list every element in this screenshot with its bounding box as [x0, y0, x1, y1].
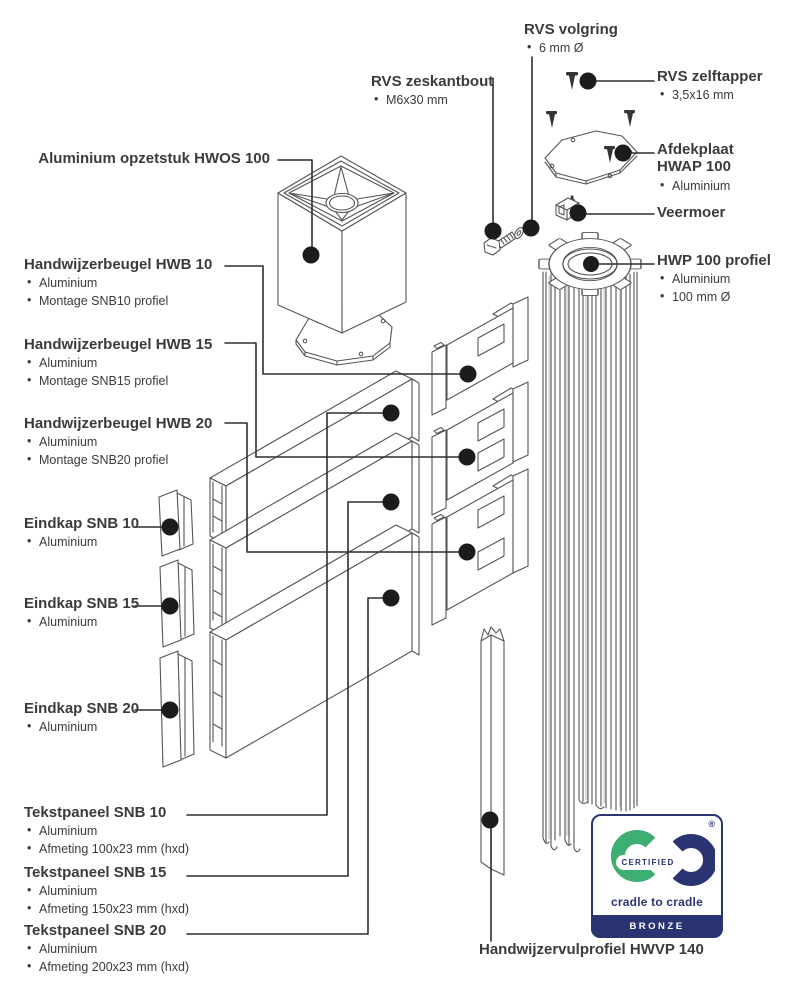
label-afdekplaat: [657, 141, 734, 194]
vulprofiel-drawing: [481, 627, 504, 875]
label-opzetstuk: [24, 150, 270, 167]
part-spec: • Aluminium: [24, 356, 212, 371]
part-title: Handwijzerbeugel HWB 15: [24, 336, 213, 353]
part-title: Tekstpaneel SNB 20: [24, 922, 167, 939]
part-title: HWP 100 profiel: [657, 252, 771, 269]
label-eindkap20: [24, 700, 139, 735]
badge-level-text: BRONZE: [591, 915, 723, 938]
part-title-line2: HWAP 100: [657, 158, 731, 176]
badge-certified-text: CERTIFIED: [616, 855, 680, 870]
part-title: Eindkap SNB 15: [24, 595, 140, 612]
cradle-to-cradle-badge: [591, 814, 723, 938]
part-spec: • Aluminium: [24, 942, 189, 957]
label-hwb15: [24, 336, 212, 389]
part-title: Eindkap SNB 20: [24, 700, 140, 717]
part-spec: • M6x30 mm: [371, 93, 493, 108]
part-spec: • Afmeting 150x23 mm (hxd): [24, 902, 189, 917]
label-veermoer: [657, 204, 725, 221]
part-spec: • Aluminium: [24, 276, 212, 291]
label-eindkap10: [24, 515, 139, 550]
part-spec: • Aluminium: [24, 720, 139, 735]
label-zeskantbout: [371, 73, 493, 108]
part-spec: • Aluminium: [657, 179, 734, 194]
label-tekstpaneel15: [24, 864, 189, 917]
part-spec: • Aluminium: [657, 272, 771, 287]
part-title: Tekstpaneel SNB 10: [24, 804, 167, 821]
label-vulprofiel: [479, 941, 704, 958]
part-spec: • Afmeting 100x23 mm (hxd): [24, 842, 189, 857]
part-title: RVS zeskantbout: [371, 73, 494, 90]
part-spec: • Aluminium: [24, 884, 189, 899]
part-title: RVS volgring: [524, 21, 618, 38]
part-title: Handwijzerbeugel HWB 10: [24, 256, 213, 273]
part-spec: • 100 mm Ø: [657, 290, 771, 305]
label-hwb10: [24, 256, 212, 309]
label-eindkap15: [24, 595, 139, 630]
label-zelftapper: [657, 68, 763, 103]
label-tekstpaneel20: [24, 922, 189, 975]
part-title: Handwijzervulprofiel HWVP 140: [479, 941, 704, 958]
label-volgring: [524, 21, 618, 56]
part-spec: • 3,5x16 mm: [657, 88, 763, 103]
part-title: RVS zelftapper: [657, 68, 763, 85]
label-hwp-profiel: [657, 252, 771, 305]
part-spec: • Aluminium: [24, 824, 189, 839]
registered-mark: ®: [708, 819, 715, 829]
label-tekstpaneel10: [24, 804, 189, 857]
badge-brand-text: cradle to cradle: [611, 895, 703, 909]
part-title: Tekstpaneel SNB 15: [24, 864, 167, 881]
part-title: Veermoer: [657, 204, 726, 221]
part-spec: • Aluminium: [24, 435, 212, 450]
part-title: Handwijzerbeugel HWB 20: [24, 415, 213, 432]
part-spec: • Aluminium: [24, 535, 139, 550]
part-title: Aluminium opzetstuk HWOS 100: [38, 150, 270, 167]
part-spec: • Aluminium: [24, 615, 139, 630]
part-spec: • Montage SNB15 profiel: [24, 374, 212, 389]
part-title: Eindkap SNB 10: [24, 515, 140, 532]
part-spec: • Montage SNB20 profiel: [24, 453, 212, 468]
opzetstuk-drawing: [278, 156, 406, 365]
column-profile-drawing: [539, 232, 641, 851]
part-title: Afdekplaat: [657, 141, 734, 158]
part-spec: • 6 mm Ø: [524, 41, 618, 56]
part-spec: • Afmeting 200x23 mm (hxd): [24, 960, 189, 975]
label-hwb20: [24, 415, 212, 468]
part-spec: • Montage SNB10 profiel: [24, 294, 212, 309]
